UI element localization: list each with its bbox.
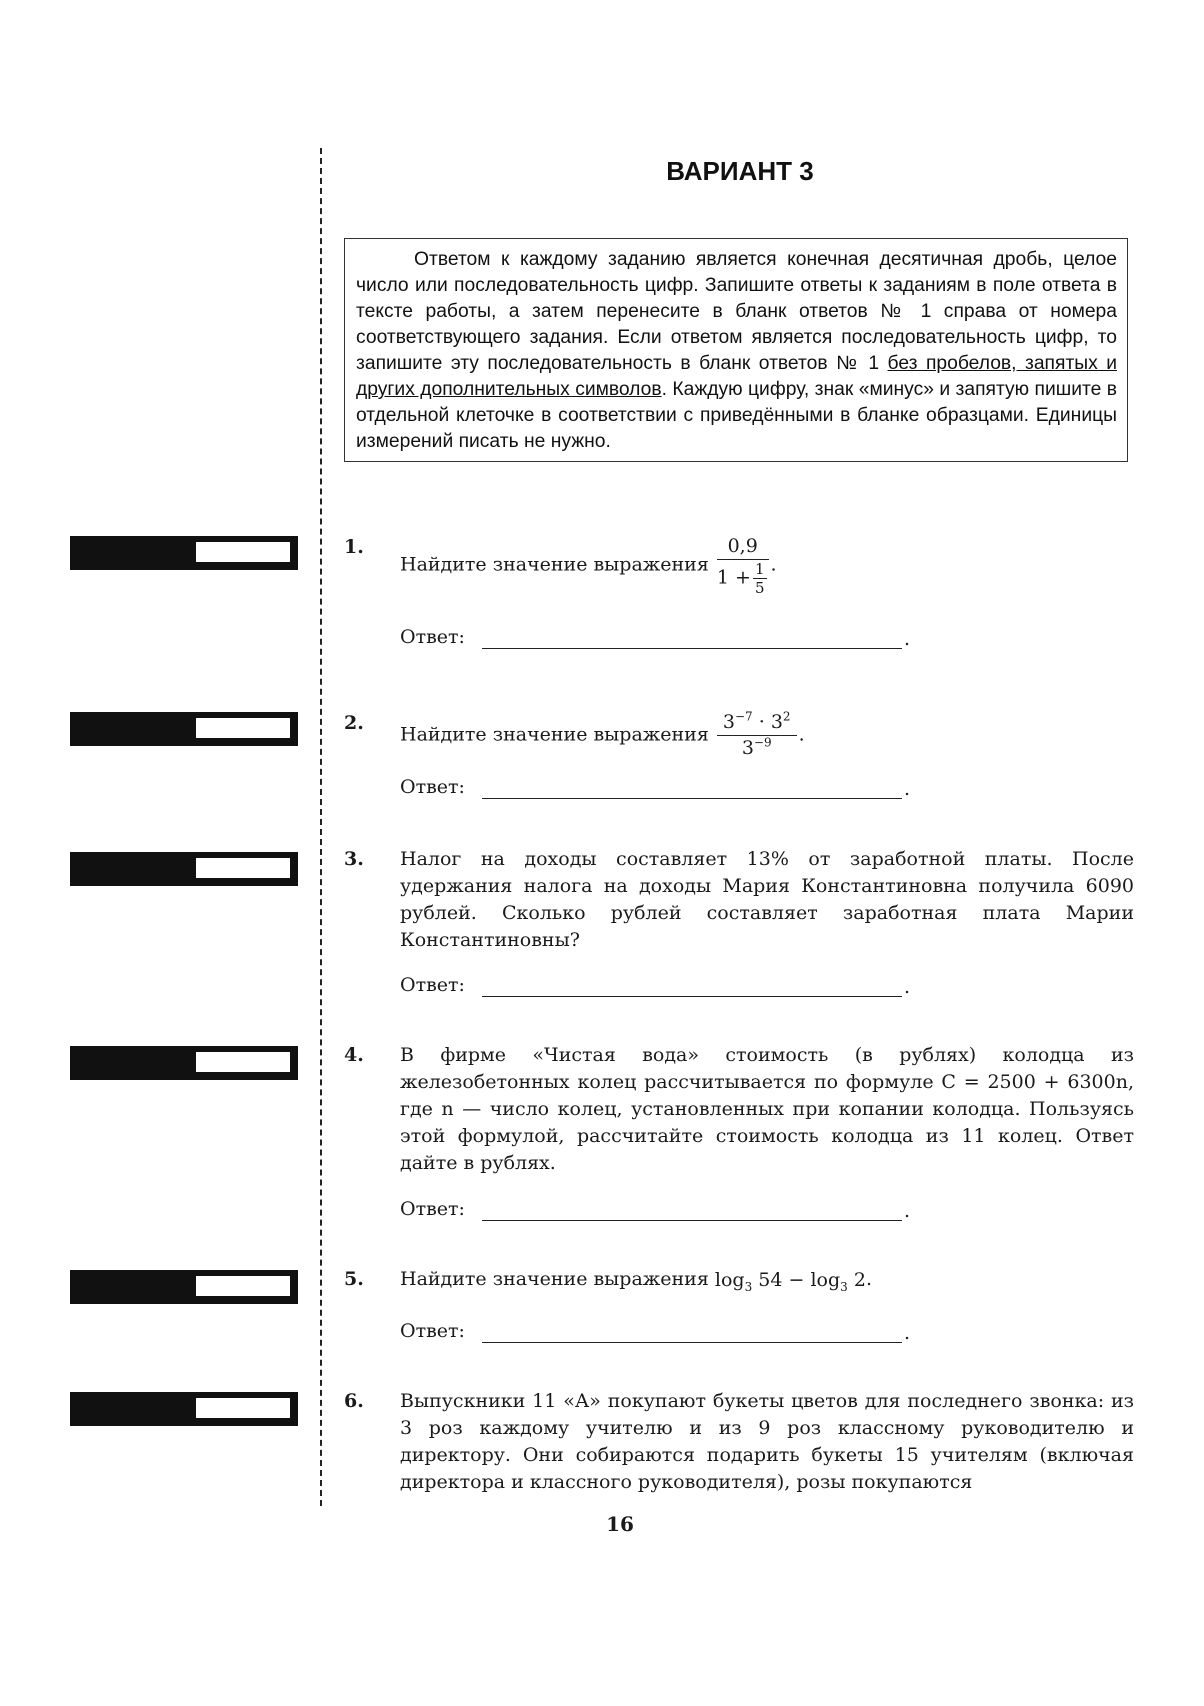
answer-label: Ответ: (400, 1198, 465, 1220)
task-1: 1. Найдите значение выражения 0,9 1 + $\frac{1}{5}$ . (344, 535, 777, 597)
task-number: 2. (344, 712, 364, 734)
task-text: Найдите значение выражения (400, 1268, 709, 1290)
answer-marker-5 (70, 1270, 298, 1304)
task-number: 1. (344, 536, 364, 558)
power-fraction: $\frac{3^{-7} \cdot 3^2}{3^{-9}}$ (717, 710, 797, 761)
task-number: 3. (344, 848, 364, 870)
answer-label: Ответ: (400, 626, 465, 648)
fraction-expression: 0,9 1 + $\frac{1}{5}$ (717, 534, 769, 597)
answer-label: Ответ: (400, 776, 465, 798)
task-text: Найдите значение выражения (400, 723, 709, 746)
answer-line[interactable] (482, 1342, 902, 1343)
answer-line[interactable] (482, 798, 902, 799)
answer-line[interactable] (482, 996, 902, 997)
task-number: 5. (344, 1268, 364, 1290)
answer-marker-1 (70, 536, 298, 570)
task-2: 2. Найдите значение выражения $\frac{3^{-7} \cdot 3^2}{3^{-9}}$ . (344, 709, 805, 759)
answer-4[interactable]: Ответ: . (400, 1198, 911, 1222)
instructions-text-end: . Каждую цифру, знак «минус» и запятую пишите в отдельной клеточке в соответствии с приведёнными в бланке образцами. Единицы измерений писать не нужно. (356, 379, 1117, 452)
task-4 (344, 1042, 1134, 1177)
answer-label: Ответ: (400, 1320, 465, 1342)
answer-1[interactable]: Ответ: . (400, 626, 911, 650)
variant-title: ВАРИАНТ 3 (666, 156, 814, 186)
answer-line[interactable] (482, 1220, 902, 1221)
task-text: Найдите значение выражения (400, 553, 709, 576)
instructions-text: Ответом к каждому заданию является конечная десятичная дробь, целое число или последовательность цифр. Запишите ответы к заданиям в поле ответа в тексте работы, а затем перенесите в бланк ответов № 1 справа от номера соответствующего задания. Если ответом является последовательность цифр, то запишите эту последовательность в бланк ответов № 1 (356, 249, 1117, 374)
inner-fraction: $\frac{1}{5}$ (754, 560, 765, 597)
log-expression: $\log_3 54 - \log_3 2$ (714, 1268, 866, 1294)
task-text: Выпускники 11 «А» покупают букеты цветов для последнего звонка: из 3 роз каждому учителю и из 9 роз классному руководителю и директору. Они собираются подарить букеты 15 учителям (включая директора и классного руководителя), розы покупаются (400, 1390, 1134, 1493)
page-number: 16 (606, 1512, 634, 1536)
answer-5[interactable]: Ответ: . (400, 1320, 911, 1344)
task-3 (344, 846, 1134, 954)
answer-2[interactable]: Ответ: . (400, 776, 911, 800)
task-text: Налог на доходы составляет 13% от заработной платы. После удержания налога на доходы Мария Константиновна получила 6090 рублей. Сколько рублей составляет заработная плата Марии Константиновны? (400, 848, 1134, 951)
task-6 (344, 1388, 1134, 1496)
cut-line (320, 148, 322, 1506)
answer-3[interactable]: Ответ: . (400, 974, 911, 998)
answer-line[interactable] (482, 648, 902, 649)
task-number: 4. (344, 1044, 364, 1066)
answer-marker-6 (70, 1392, 298, 1426)
instructions-underlined: без пробелов, запятых и других дополнительных символов (356, 353, 1118, 400)
answer-marker-2 (70, 712, 298, 746)
task-number: 6. (344, 1390, 364, 1412)
instructions-box (344, 238, 1128, 462)
answer-marker-3 (70, 852, 298, 886)
task-text: В фирме «Чистая вода» стоимость (в рублях) колодца из железобетонных колец рассчитывается по формуле C = 2500 + 6300n, где n — число колец, установленных при копании колодца. Пользуясь этой формулой, рассчитайте стоимость колодца из 11 колец. Ответ дайте в рублях. (400, 1044, 1134, 1174)
answer-label: Ответ: (400, 974, 465, 996)
task-5: 5. Найдите значение выражения $\log_3 54 - \log_3 2$. (344, 1268, 872, 1294)
answer-marker-4 (70, 1046, 298, 1080)
